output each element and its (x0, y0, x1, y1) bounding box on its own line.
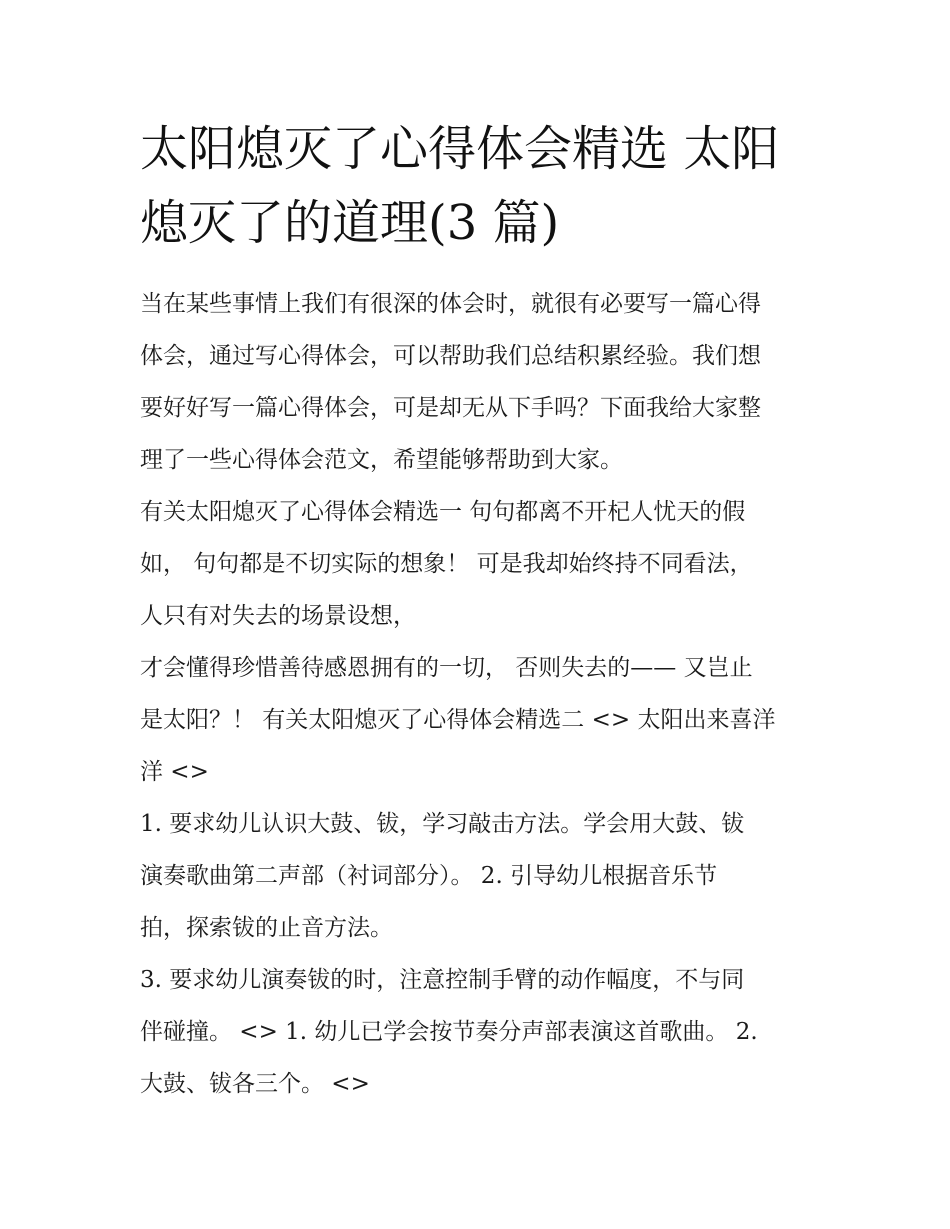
paragraph-goals-3: 3. 要求幼儿演奏钹的时，注意控制手臂的动作幅度，不与同 伴碰撞。 <> 1. 幼儿已学会按节奏分声部表演这首歌曲。 2. 大鼓、钹各三个。 <> (140, 967, 758, 1097)
paragraph-essay-one-cont: 才会懂得珍惜善待感恩拥有的一切， 否则失去的—— 又岂止 是太阳？！ 有关太阳熄灭了心得体会精选二 <> 太阳出来喜洋 洋 <> (140, 655, 776, 785)
paragraph-goals-1-2: 1. 要求幼儿认识大鼓、钹，学习敲击方法。学会用大鼓、钹 演奏歌曲第二声部（衬词部分）。 2. 引导幼儿根据音乐节 拍，探索钹的止音方法。 (140, 811, 745, 941)
paragraph-intro: 当在某些事情上我们有很深的体会时，就很有必要写一篇心得 体会，通过写心得体会，可以帮助我们总结积累经验。我们想 要好好写一篇心得体会，可是却无从下手吗？下面我给大家整 理了一些心得体会范文，希望能够帮助到大家。 (140, 291, 761, 473)
document-body (140, 278, 820, 1110)
paragraph-essay-one: 有关太阳熄灭了心得体会精选一 句句都离不开杞人忧天的假 如， 句句都是不切实际的想象！ 可是我却始终持不同看法， 人只有对失去的场景设想， (140, 499, 753, 629)
document-title: 太阳熄灭了心得体会精选 太阳 熄灭了的道理(3 篇) (140, 121, 780, 251)
